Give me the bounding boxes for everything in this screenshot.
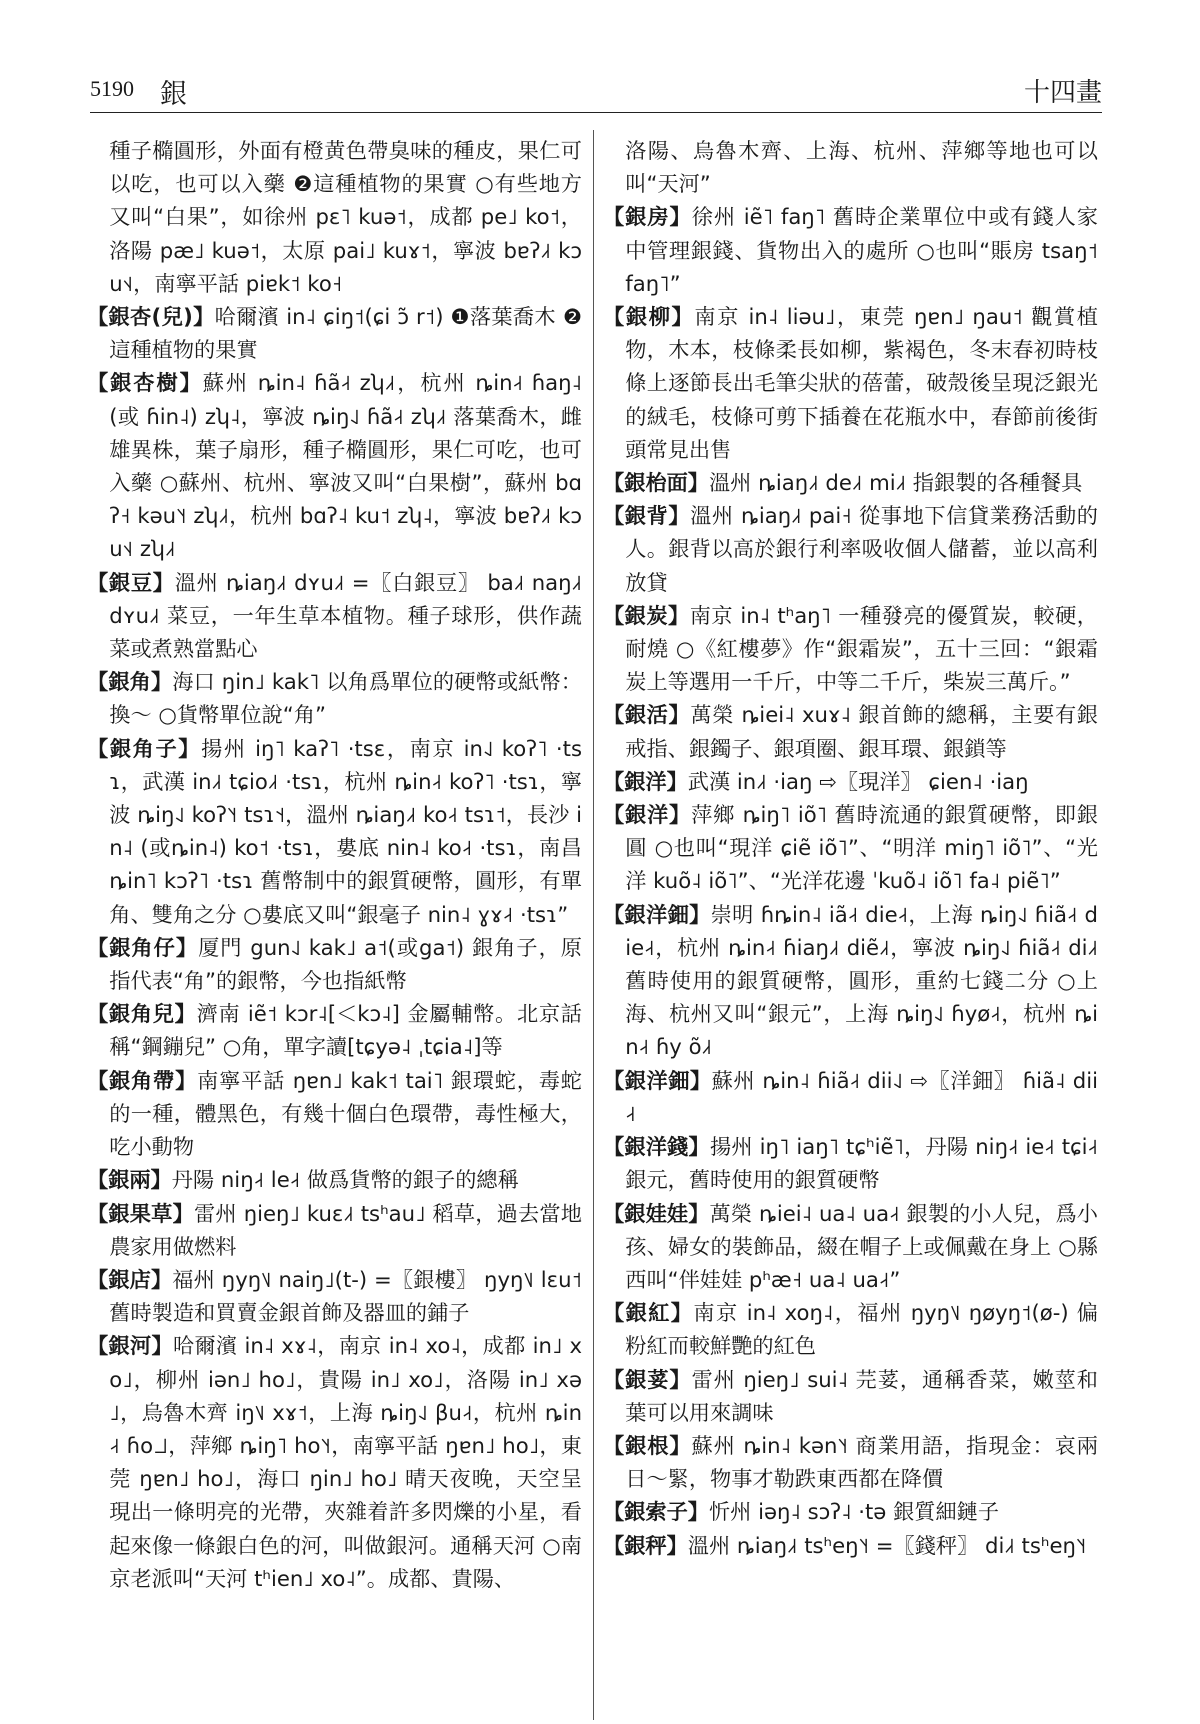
entry-headword: 【銀根】 xyxy=(603,1432,692,1458)
entry-definition: 海口 ŋin˩ kak˥ 以角爲單位的硬幣或紙幣：換～ ○貨幣單位說“角” xyxy=(109,669,582,728)
dictionary-entry xyxy=(87,1197,582,1263)
entry-definition: 武漢 in˩˧ ·iaŋ ⇨〖現洋〗 ɕien˨ ·iaŋ xyxy=(687,768,1029,794)
entry-definition: 雷州 ŋieŋ˩ sui˨ 芫荽，通稱香菜，嫩莖和葉可以用來調味 xyxy=(625,1366,1098,1425)
dictionary-entry xyxy=(87,134,582,300)
dictionary-entry xyxy=(603,1296,1098,1362)
entry-headword: 【銀房】 xyxy=(603,204,692,230)
entry-definition: 崇明 ɦȵin˨ iã˨˧ die˨˧，上海 ȵiŋ˨˩ ɦiã˨˧ die˨˧，杭州 ȵin˨˧ ɦiaŋ˩˧ diẽ˩˧，寧波 ȵiŋ˨˩ ɦiã˨˧ di˩˧ 舊時使用的銀質硬幣，圓形，重約七錢二分 ○上海、杭州又叫“銀元”，上海 ȵiŋ˨˩ ɦyø˨˧，杭州 ȵin˨˧ ɦy õ˩˧ xyxy=(625,901,1098,1060)
entry-headword: 【銀洋鈿】 xyxy=(603,1067,712,1093)
dictionary-entry xyxy=(603,134,1098,200)
entry-headword: 【銀杏(兒)】 xyxy=(87,304,215,330)
entry-headword: 【銀背】 xyxy=(603,503,691,529)
entry-headword: 【銀洋錢】 xyxy=(603,1134,710,1160)
entry-definition: 丹陽 niŋ˨˧ le˨˧ 做爲貨幣的銀子的總稱 xyxy=(171,1167,519,1193)
page-number: 5190 xyxy=(90,76,134,101)
dictionary-entry xyxy=(603,1363,1098,1429)
entry-headword: 【銀豆】 xyxy=(87,569,175,595)
dictionary-entry xyxy=(603,1064,1098,1130)
dictionary-entry xyxy=(87,1163,582,1196)
dictionary-entry xyxy=(87,732,582,931)
dictionary-entry xyxy=(603,200,1098,300)
entry-headword: 【銀紅】 xyxy=(603,1300,694,1326)
dictionary-entry xyxy=(603,798,1098,898)
dictionary-entry xyxy=(603,1429,1098,1495)
entry-definition: 萍鄉 ȵiŋ˥ iõ˥ 舊時流通的銀質硬幣，即銀圓 ○也叫“現洋 ɕiẽ iõ˥”、“明洋 miŋ˥ iõ˥”、“光洋 kuõ˨ iõ˥”、“光洋花邊 ˈkuõ˨ iõ˥ fa˨ piẽ˥” xyxy=(625,802,1098,894)
dictionary-entry xyxy=(87,997,582,1063)
entry-definition: 蘇州 ȵin˨ ɦiã˨˧ dii˨˩ ⇨〖洋鈿〗 ɦiã˨ dii˨˧ xyxy=(625,1067,1098,1126)
entry-definition: 萬榮 ȵiei˨ xuɤ˨ 銀首飾的總稱，主要有銀戒指、銀鐲子、銀項圈、銀耳環、銀鎖等 xyxy=(625,702,1098,761)
entry-definition: 哈爾濱 in˨ xɤ˨，南京 in˨ xo˨，成都 in˩ xo˩，柳州 iən˩ ho˩，貴陽 in˩ xo˩，洛陽 in˩ xə˩，烏魯木齊 iŋ˥˩ xɤ˦，上海 ȵiŋ˨˩ βu˨˧，杭州 ȵin˨˧ ɦo˩˩，萍鄉 ȵiŋ˥ ho˥˧，南寧平話 ŋɐn˩ ho˩，東莞 ŋɐn˩ ho˩，海口 ŋin˩ ho˩ 晴天夜晚，天空呈現出一條明亮的光帶，夾雜着許多閃爍的小星，看起來像一條銀白色的河，叫做銀河。通稱天河 ○南京老派叫“天河 tʰien˩ xo˨”。成都、貴陽、 xyxy=(109,1333,582,1591)
entry-headword: 【銀杏樹】 xyxy=(87,370,203,396)
entry-definition: 徐州 iẽ˥ faŋ˥ 舊時企業單位中或有錢人家中管理銀錢、貨物出入的處所 ○也叫“賬房 tsaŋ˦ faŋ˥” xyxy=(625,204,1098,296)
dictionary-entry xyxy=(603,1130,1098,1196)
dictionary-entry xyxy=(87,1263,582,1329)
entry-definition: 溫州 ȵiaŋ˩˧ tsʰeŋ˥˧ =〖錢秤〗 di˩˧ tsʰeŋ˥˧ xyxy=(687,1532,1087,1558)
entry-definition: 濟南 iẽ˦ kɔr˨[＜kɔ˨] 金屬輔幣。北京話稱“鋼鏰兒” ○角，單字讀[tɕyə˨ ˌtɕia˨]等 xyxy=(109,1001,582,1060)
dictionary-entry xyxy=(87,1064,582,1164)
dictionary-entry xyxy=(603,698,1098,764)
dictionary-entry xyxy=(603,599,1098,699)
dictionary-entry xyxy=(603,898,1098,1064)
entry-definition: 蘇州 ȵin˨ kən˥˧ 商業用語，指現金：哀兩日～緊，物事才勒跌東西都在降價 xyxy=(625,1432,1098,1492)
entry-definition: 南京 in˨ xoŋ˨，福州 ŋyŋ˥˩ ŋøyŋ˦(ø-) 偏粉紅而較鮮艷的紅色 xyxy=(625,1300,1098,1359)
entry-headword: 【銀秤】 xyxy=(603,1532,688,1558)
column-divider xyxy=(593,130,594,1720)
entry-definition: 哈爾濱 in˨ ɕiŋ˦(ɕi ɔ̃ r˦) ❶落葉喬木 ❷這種植物的果實 xyxy=(109,304,582,363)
entry-headword: 【銀活】 xyxy=(603,702,691,728)
stroke-section-label: 十四畫 xyxy=(1023,78,1102,108)
dictionary-entry xyxy=(87,366,582,565)
entry-headword: 【銀店】 xyxy=(87,1266,173,1292)
entry-headword: 【銀荽】 xyxy=(603,1366,692,1392)
entry-definition: 福州 ŋyŋ˥˩ naiŋ˩(t-) =〖銀樓〗 ŋyŋ˥˩ lɛu˦ 舊時製造和買賣金銀首飾及器皿的鋪子 xyxy=(109,1266,582,1326)
dictionary-entry xyxy=(87,931,582,997)
entry-definition: 揚州 iŋ˥ kaʔ˥ ·tsɛ，南京 in˨˩ koʔ˥ ·tsɿ，武漢 in˩˧ tɕio˩˧ ·tsɿ，杭州 ȵin˨˧ koʔ˥ ·tsɿ，寧波 ȵiŋ˨˩ koʔ˥˧ tsɿ˦˧，溫州 ȵiaŋ˩˧ ko˨˧ tsɿ˦，長沙 in˨ (或ȵin˨) ko˦ ·tsɿ，婁底 nin˨ ko˨˧ ·tsɿ，南昌 ȵin˥ kɔʔ˥ ·tsɿ 舊幣制中的銀質硬幣，圓形，有單角、雙角之分 ○婁底又叫“銀毫子 nin˨ ɣɤ˨˧ ·tsɿ” xyxy=(109,735,582,927)
entry-definition: 種子橢圓形，外面有橙黄色帶臭味的種皮，果仁可以吃，也可以入藥 ❷這種植物的果實 ○有些地方又叫“白果”，如徐州 pɛ˥ kuə˦，成都 pe˩ ko˦，洛陽 pæ˩ kuə˦，太原 pai˩ kuɤ˦，寧波 bɐʔ˩˧ kɔu˦˨，南寧平話 piɐk˦ ko˧ xyxy=(109,138,582,296)
entry-headword: 【銀角子】 xyxy=(87,735,202,761)
dictionary-entry xyxy=(87,1329,582,1595)
entry-definition: 蘇州 ȵin˨ ɦã˨˧ zʮ˩˧，杭州 ȵin˨˧ ɦaŋ˨ (或 ɦin˨) zʮ˨，寧波 ȵiŋ˨˩ ɦã˨˧ zʮ˩˧ 落葉喬木，雌雄異株，葉子扇形，種子橢圓形，果仁可吃，也可入藥 ○蘇州、杭州、寧波又叫“白果樹”，蘇州 bɑʔ˧ kəu˥˧ zʮ˩˧，杭州 bɑʔ˨ ku˦ zʮ˨，寧波 bɐʔ˩˧ kɔu˦˨ zʮ˩˧ xyxy=(109,370,582,562)
left-column xyxy=(87,134,582,1595)
entry-headword: 【銀洋】 xyxy=(603,802,692,828)
dictionary-entry xyxy=(603,765,1098,798)
entry-headword: 【銀洋】 xyxy=(603,768,688,794)
dictionary-entry xyxy=(603,300,1098,466)
dictionary-entry xyxy=(603,466,1098,499)
entry-definition: 雷州 ŋieŋ˩ kuɛ˩˧ tsʰau˩ 稻草，過去當地農家用做燃料 xyxy=(109,1200,582,1259)
dictionary-entry xyxy=(87,566,582,666)
entry-headword: 【銀角】 xyxy=(87,669,173,695)
entry-headword: 【銀角帶】 xyxy=(87,1067,198,1093)
entry-definition: 南京 in˨ liəu˩，東莞 ŋɐn˩ ŋau˦ 觀賞植物，木本，枝條柔長如柳，紫褐色，冬末春初時枝條上逐節長出毛筆尖狀的蓓蕾，破殼後呈現泛銀光的絨毛，枝條可剪下插養在花瓶水中，春節前後街頭常見出售 xyxy=(625,304,1098,462)
entry-definition: 溫州 ȵiaŋ˩˧ de˩˧ mi˩˧ 指銀製的各種餐具 xyxy=(708,470,1083,496)
entry-headword: 【銀索子】 xyxy=(603,1499,709,1525)
entry-headword: 【銀果草】 xyxy=(87,1200,194,1226)
entry-definition: 溫州 ȵiaŋ˩˧ pai˧ 從事地下信貸業務活動的人。銀背以高於銀行利率吸收個人儲蓄，並以高利放貸 xyxy=(625,503,1098,595)
dictionary-entry xyxy=(603,1495,1098,1528)
entry-headword: 【銀枱面】 xyxy=(603,470,709,496)
page-header xyxy=(90,72,1102,113)
entry-definition: 南寧平話 ŋɐn˩ kak˦ tai˥ 銀環蛇，毒蛇的一種，體黑色，有幾十個白色環帶，毒性極大，吃小動物 xyxy=(109,1067,582,1160)
entry-headword: 【銀角仔】 xyxy=(87,934,199,960)
dictionary-entry xyxy=(87,300,582,366)
entry-headword: 【銀炭】 xyxy=(603,602,690,628)
running-head-character: 銀 xyxy=(160,79,187,110)
entry-definition: 厦門 gun˨˩ kak˩ a˦(或ga˦) 銀角子，原指代表“角”的銀幣，今也指紙幣 xyxy=(109,934,582,994)
entry-definition: 忻州 iəŋ˨ sɔʔ˨ ·tə 銀質細鏈子 xyxy=(708,1499,1000,1525)
entry-headword: 【銀角兒】 xyxy=(87,1001,197,1027)
entry-headword: 【銀柳】 xyxy=(603,304,695,330)
entry-headword: 【銀洋鈿】 xyxy=(603,901,711,927)
right-column xyxy=(603,134,1098,1562)
dictionary-entry xyxy=(603,1197,1098,1297)
entry-definition: 南京 in˨ tʰaŋ˥ 一種發亮的優質炭，較硬，耐燒 ○《紅樓夢》作“銀霜炭”，五十三回：“銀霜炭上等選用一千斤，中等二千斤，柴炭三萬斤。” xyxy=(625,602,1098,695)
entry-definition: 揚州 iŋ˥ iaŋ˥ tɕʰiẽ˥，丹陽 niŋ˨˧ ie˨˧ tɕi˨˧ 銀元，舊時使用的銀質硬幣 xyxy=(625,1134,1098,1193)
dictionary-entry xyxy=(603,499,1098,599)
entry-definition: 萬榮 ȵiei˨ ua˨ ua˨˧ 銀製的小人兒，爲小孩、婦女的裝飾品，綴在帽子上或佩戴在身上 ○縣西叫“伴娃娃 pʰæ˧ ua˨ ua˨˧” xyxy=(625,1200,1098,1292)
entry-headword: 【銀兩】 xyxy=(87,1167,172,1193)
entry-definition: 溫州 ȵiaŋ˩˧ dʏu˩˧ =〖白銀豆〗 ba˩˧ naŋ˩˧ dʏu˩˧ 菜豆，一年生草本植物。種子球形，供作蔬菜或煮熟當點心 xyxy=(109,569,582,662)
dictionary-entry xyxy=(603,1529,1098,1562)
entry-definition: 洛陽、烏魯木齊、上海、杭州、萍鄉等地也可以叫“天河” xyxy=(625,138,1098,197)
entry-headword: 【銀娃娃】 xyxy=(603,1200,710,1226)
entry-headword: 【銀河】 xyxy=(87,1333,173,1359)
dictionary-entry xyxy=(87,665,582,731)
